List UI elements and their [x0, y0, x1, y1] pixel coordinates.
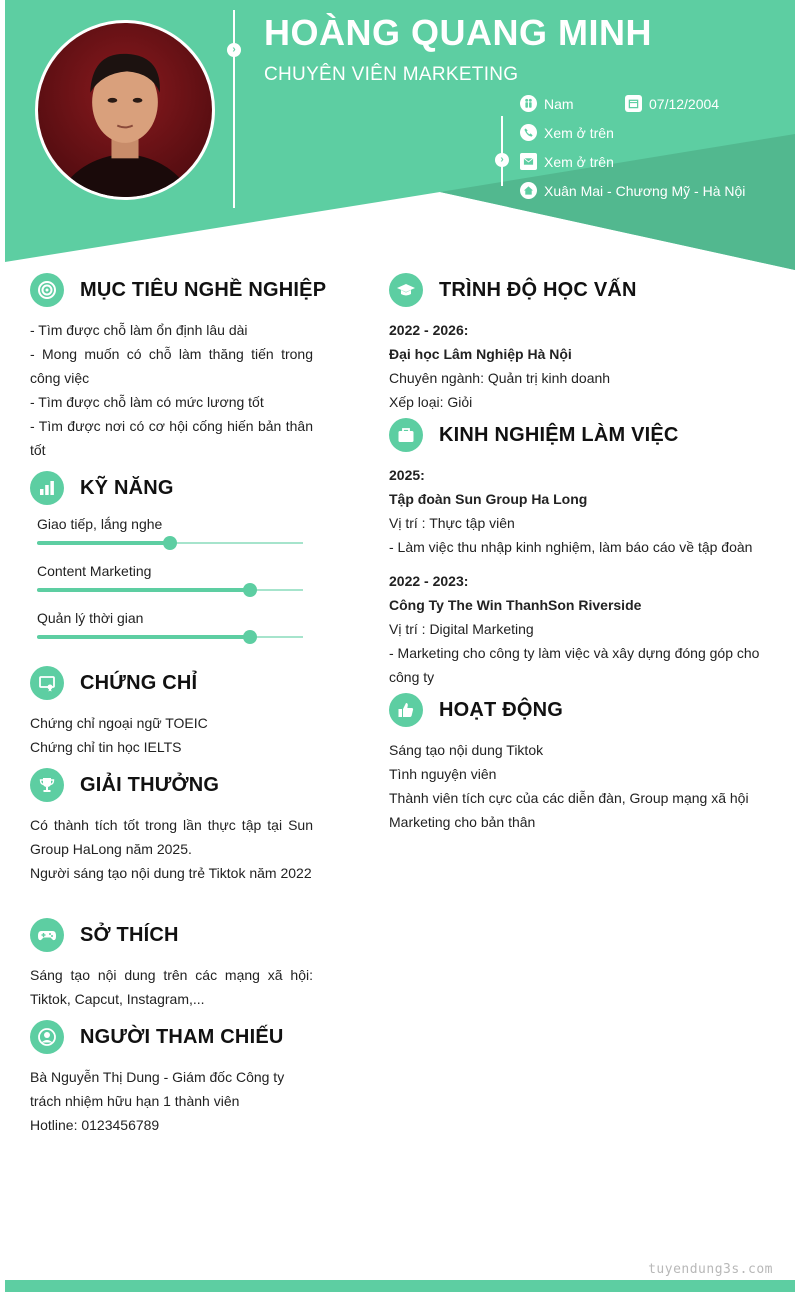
certificate-line: Chứng chỉ tin học IELTS — [30, 739, 182, 755]
education-major: Chuyên ngành: Quản trị kinh doanh — [389, 370, 611, 386]
section-education — [389, 272, 760, 414]
education-period: 2022 - 2026: — [389, 322, 469, 338]
section-title: GIẢI THƯỞNG — [80, 773, 220, 796]
hobby-line: Sáng tạo nội dung trên các mạng xã hội: Tiktok, Capcut, Instagram,... — [30, 967, 313, 1007]
job-period: 2025: — [389, 467, 425, 483]
education-school: Đại học Lâm Nghiệp Hà Nội — [389, 346, 572, 362]
award-line: Người sáng tạo nội dung trẻ Tiktok năm 2022 — [30, 865, 312, 881]
contact-phone — [520, 124, 614, 141]
skill-label: Content Marketing — [37, 563, 152, 579]
skill-handle — [243, 583, 257, 597]
gamepad-icon — [30, 918, 64, 952]
header-divider — [233, 10, 235, 208]
target-icon — [30, 273, 64, 307]
job-description: - Làm việc thu nhập kinh nghiệm, làm báo cáo về tập đoàn — [389, 539, 753, 555]
activity-line: Sáng tạo nội dung Tiktok — [389, 742, 544, 758]
trophy-icon — [30, 768, 64, 802]
thumbs-up-icon — [389, 693, 423, 727]
job-company: Tập đoàn Sun Group Ha Long — [389, 491, 588, 507]
section-title: NGƯỜI THAM CHIẾU — [80, 1025, 284, 1048]
candidate-job-title: CHUYÊN VIÊN MARKETING — [264, 64, 519, 85]
job-period: 2022 - 2023: — [389, 573, 469, 589]
phone-text: Xem ở trên — [544, 124, 614, 141]
skill-label: Quản lý thời gian — [37, 610, 144, 626]
job-description: - Marketing cho công ty làm việc và xây dựng đóng góp cho công ty — [389, 645, 760, 685]
section-objective — [30, 272, 327, 462]
certificate-icon — [30, 666, 64, 700]
contact-divider — [501, 116, 503, 186]
briefcase-icon — [389, 418, 423, 452]
home-icon — [520, 182, 537, 199]
section-title: TRÌNH ĐỘ HỌC VẤN — [439, 278, 637, 301]
objective-line: - Mong muốn có chỗ làm thăng tiến trong công việc — [30, 346, 313, 386]
skill-bar — [37, 588, 250, 592]
activity-line: Thành viên tích cực của các diễn đàn, Group mạng xã hội — [389, 790, 749, 806]
section-reference — [30, 1019, 313, 1137]
email-icon — [520, 153, 537, 170]
award-line: Có thành tích tốt trong lần thực tập tại Sun Group HaLong năm 2025. — [30, 817, 313, 857]
gender-text: Nam — [544, 95, 574, 112]
skill-item — [30, 606, 313, 653]
section-hobbies — [30, 917, 313, 1011]
contact-gender — [520, 95, 574, 112]
watermark: tuyendung3s.com — [648, 1262, 773, 1277]
section-activities — [389, 692, 760, 834]
job-position: Vị trí : Thực tập viên — [389, 515, 515, 531]
skill-bar — [37, 541, 170, 545]
skill-item — [30, 559, 313, 606]
skill-handle — [243, 630, 257, 644]
objective-line: - Tìm được nơi có cơ hội cống hiến bản thân tốt — [30, 418, 313, 458]
chevron-right-icon: › — [495, 153, 509, 167]
bar-chart-icon — [30, 471, 64, 505]
reference-line: Bà Nguyễn Thị Dung - Giám đốc Công ty trách nhiệm hữu hạn 1 thành viên — [30, 1069, 285, 1109]
candidate-name: HOÀNG QUANG MINH — [264, 12, 652, 53]
skill-label: Giao tiếp, lắng nghe — [37, 516, 163, 532]
footer-bar — [5, 1280, 795, 1292]
objective-line: - Tìm được chỗ làm ổn định lâu dài — [30, 322, 248, 338]
section-title: KINH NGHIỆM LÀM VIỆC — [439, 423, 679, 446]
education-grade: Xếp loại: Giỏi — [389, 394, 473, 410]
section-skills — [30, 470, 313, 653]
graduation-cap-icon — [389, 273, 423, 307]
reference-line: Hotline: 0123456789 — [30, 1117, 160, 1133]
calendar-icon — [625, 95, 642, 112]
job-position: Vị trí : Digital Marketing — [389, 621, 534, 637]
section-title: MỤC TIÊU NGHỀ NGHIỆP — [80, 278, 327, 301]
profile-photo — [35, 20, 215, 200]
certificate-line: Chứng chỉ ngoại ngữ TOEIC — [30, 715, 208, 731]
user-icon — [30, 1020, 64, 1054]
section-title: KỸ NĂNG — [80, 476, 174, 499]
address-text: Xuân Mai - Chương Mỹ - Hà Nội — [544, 182, 746, 199]
skill-bar — [37, 635, 250, 639]
objective-line: - Tìm được chỗ làm có mức lương tốt — [30, 394, 264, 410]
section-certificates — [30, 665, 313, 759]
gender-icon — [520, 95, 537, 112]
contact-birthday — [625, 95, 719, 112]
section-title: HOẠT ĐỘNG — [439, 698, 564, 721]
section-title: SỞ THÍCH — [80, 923, 179, 946]
phone-icon — [520, 124, 537, 141]
skill-handle — [163, 536, 177, 550]
birthday-text: 07/12/2004 — [649, 95, 720, 112]
contact-address — [520, 182, 745, 199]
chevron-right-icon: › — [227, 43, 241, 57]
activity-line: Tình nguyện viên — [389, 766, 497, 782]
email-text: Xem ở trên — [544, 153, 614, 170]
job-company: Công Ty The Win ThanhSon Riverside — [389, 597, 642, 613]
section-experience — [389, 417, 760, 689]
section-awards — [30, 767, 313, 885]
contact-email — [520, 153, 614, 170]
section-title: CHỨNG CHỈ — [80, 671, 198, 694]
activity-line: Marketing cho bản thân — [389, 814, 536, 830]
skill-item — [30, 512, 313, 559]
